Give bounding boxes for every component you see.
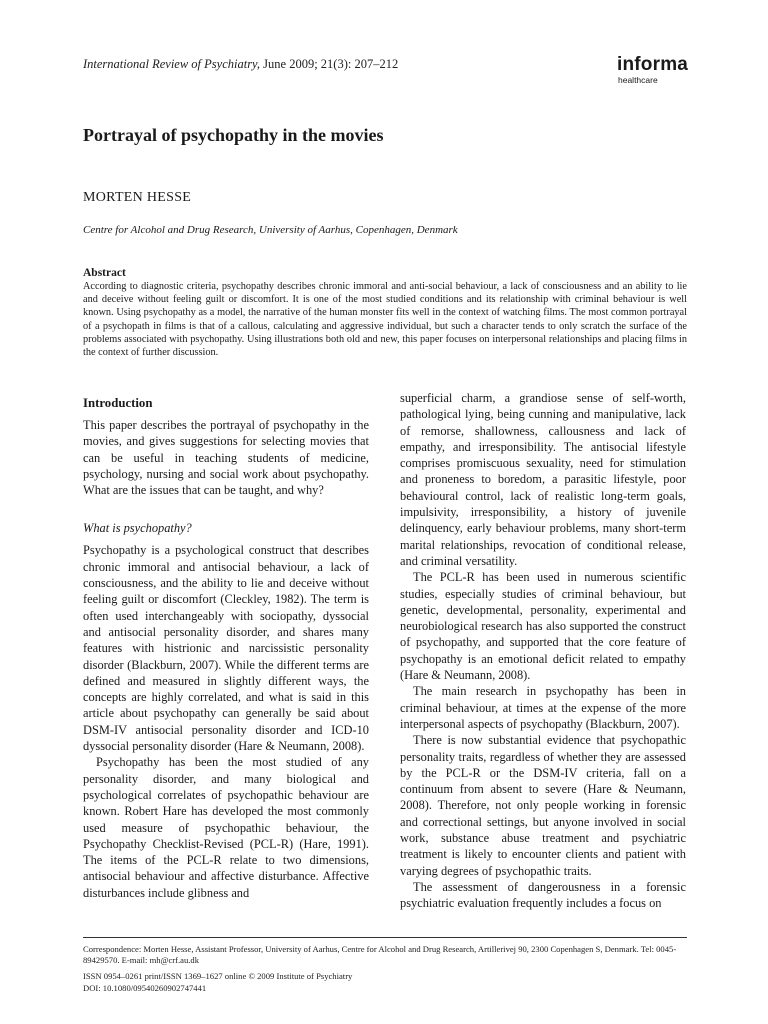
author-affiliation: Centre for Alcohol and Drug Research, University of Aarhus, Copenhagen, Denmark — [83, 224, 458, 236]
body-paragraph: The PCL-R has been used in numerous scientific studies, especially studies of criminal behaviour, but genetic, developmental, personality, experimental and neurobiological research has also supported the construct of psychopathy, and supported that the core feature of psychopathy is an emotional deficit related to empathy (Hare & Neumann, 2008). — [400, 570, 686, 683]
journal-citation — [83, 57, 398, 72]
what-is-psychopathy-heading: What is psychopathy? — [83, 521, 192, 536]
body-paragraph: There is now substantial evidence that psychopathic personality traits, regardless of whether they are assessed by the PCL-R or the DSM-IV criteria, fall on a continuum from absent to severe (Hare & Neumann, 2008). Therefore, not only people working in forensic and correctional settings, but anyone involved in social work, substance abuse treatment and psychiatric treatment is likely to encounter clients and patient with varying degrees of psychopathic traits. — [400, 733, 686, 878]
body-paragraph: The assessment of dangerousness in a forensic psychiatric evaluation frequently includes a focus on — [400, 879, 686, 911]
journal-name: International Review of Psychiatry, — [83, 57, 261, 71]
correspondence-note: Correspondence: Morten Hesse, Assistant Professor, University of Aarhus, Centre for Alcohol and Drug Research, Artillerivej 90, 2300 Copenhagen S, Denmark. Tel: 0045-89429570. E-mail: mh@crf.au.dk — [83, 944, 677, 966]
footer-divider — [83, 937, 687, 938]
page-footer — [83, 944, 687, 994]
abstract-section — [83, 267, 687, 359]
right-column — [400, 390, 686, 912]
logo-subtitle: healthcare — [618, 75, 658, 85]
body-paragraph: Psychopathy is a psychological construct that describes chronic immoral and antisocial behaviour, a lack of consciousness, and the ability to lie and deceive without feeling guilt or discomfort (Cleckley, 1982). The term is often used interchangeably with sociopathy, dyssocial and antisocial personality disorder, and shares many features with histrionic and narcissistic personality disorder (Blackburn, 2007). While the different terms are defined and measured in slightly different ways, the concepts are highly correlated, and what is said in this article about psychopathy can generally be said about DSM-IV antisocial personality disorder and ICD-10 dyssocial personality disorder (Hare & Neumann, 2008). — [83, 543, 369, 754]
article-title: Portrayal of psychopathy in the movies — [83, 125, 384, 145]
logo-wordmark: informa — [617, 54, 689, 75]
doi-line: DOI: 10.1080/09540260902747441 — [83, 982, 207, 993]
abstract-body: According to diagnostic criteria, psychopathy describes chronic immoral and anti-social behaviour, a lack of consciousness and an ability to lie and deceive without feeling guilt or discomfort. It is one of the most studied conditions and its relationship with criminal behaviour is well known. Using psychopathy as a model, the narrative of the human monster fits well in the context of watching films. The most common portrayal of a psychopath in films is that of a callous, calculating and aggressive individual, but such a character tends to only scratch the surface of the problems associated with psychopathy. Using illustrations both old and new, this paper focuses on interpersonal relationships and placing films in the context of further discussion. — [83, 281, 687, 359]
publisher-logo — [617, 55, 688, 85]
body-paragraph: The main research in psychopathy has been in criminal behaviour, at times at the expense of the more interpersonal aspects of psychopathy (Blackburn, 2007). — [400, 684, 686, 731]
body-paragraph: superficial charm, a grandiose sense of self-worth, pathological lying, being cunning and manipulative, lack of remorse, shallowness, callousness and lack of empathy, and irresponsibility. The antisocial lifestyle comprises promiscuous sexuality, need for stimulation and proneness to boredom, a parasitic lifestyle, poor behavioural control, lack of realistic long-term goals, impulsivity, irresponsibility, a history of juvenile delinquency, early behaviour problems, many short-term marital relationships, revocation of conditional release, and criminal versatility. — [400, 391, 686, 568]
introduction-heading: Introduction — [83, 396, 153, 410]
article-author: MORTEN HESSE — [83, 190, 192, 205]
body-paragraph: Psychopathy has been the most studied of any personality disorder, and many biological and psychological correlates of psychopathic behaviour are known. Robert Hare has developed the most commonly used measure of psychopathic behaviour, the Psychopathy Checklist-Revised (PCL-R) (Hare, 1991). The items of the PCL-R relate to two dimensions, antisocial behaviour and affective disturbance. Affective disturbances include glibness and — [83, 755, 369, 900]
issn-line: ISSN 0954–0261 print/ISSN 1369–1627 online © 2009 Institute of Psychiatry — [83, 971, 353, 982]
introduction-paragraph: This paper describes the portrayal of psychopathy in the movies, and gives suggestions for selecting movies that can be useful in teaching students of medicine, psychology, nursing and social work about psychopathy. What are the issues that can be taught, and why? — [83, 418, 369, 498]
abstract-heading: Abstract — [83, 267, 126, 279]
left-column — [83, 393, 369, 901]
journal-issue: June 2009; 21(3): 207–212 — [260, 57, 399, 71]
